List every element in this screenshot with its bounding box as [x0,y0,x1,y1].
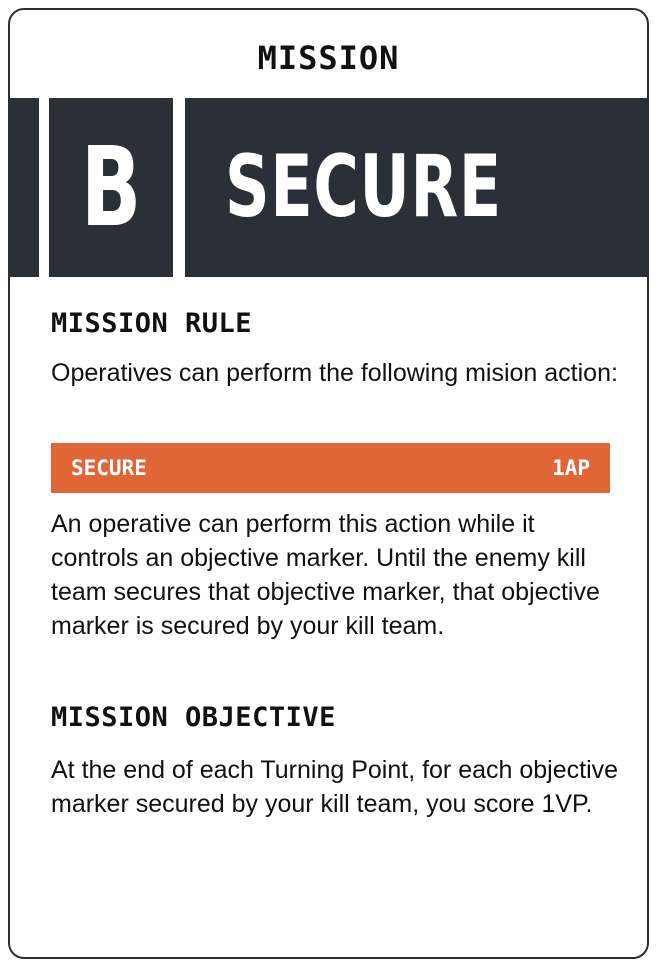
mission-rule-heading: MISSION RULE [51,308,253,339]
mission-name: SECURE [225,137,502,237]
mission-rule-intro: Operatives can perform the following mision action: [51,359,618,387]
banner-strip-left [10,98,39,277]
mission-letter: B [80,123,142,251]
card-header: MISSION [257,39,400,77]
mission-banner [10,98,647,277]
mission-objective-text: At the end of each Turning Point, for each objective marker secured by your kill team, you score 1VP. [51,756,619,818]
mission-rule-description: An operative can perform this action while it controls an objective marker. Until the enemy kill team secures that objective marker, that objective marker is secured by your kill team. [51,510,600,640]
action-cost: 1AP [552,456,590,480]
mission-objective-heading: MISSION OBJECTIVE [51,702,336,733]
mission-card [8,8,649,959]
mission-action-bar [51,443,610,493]
action-name: SECURE [71,456,147,480]
